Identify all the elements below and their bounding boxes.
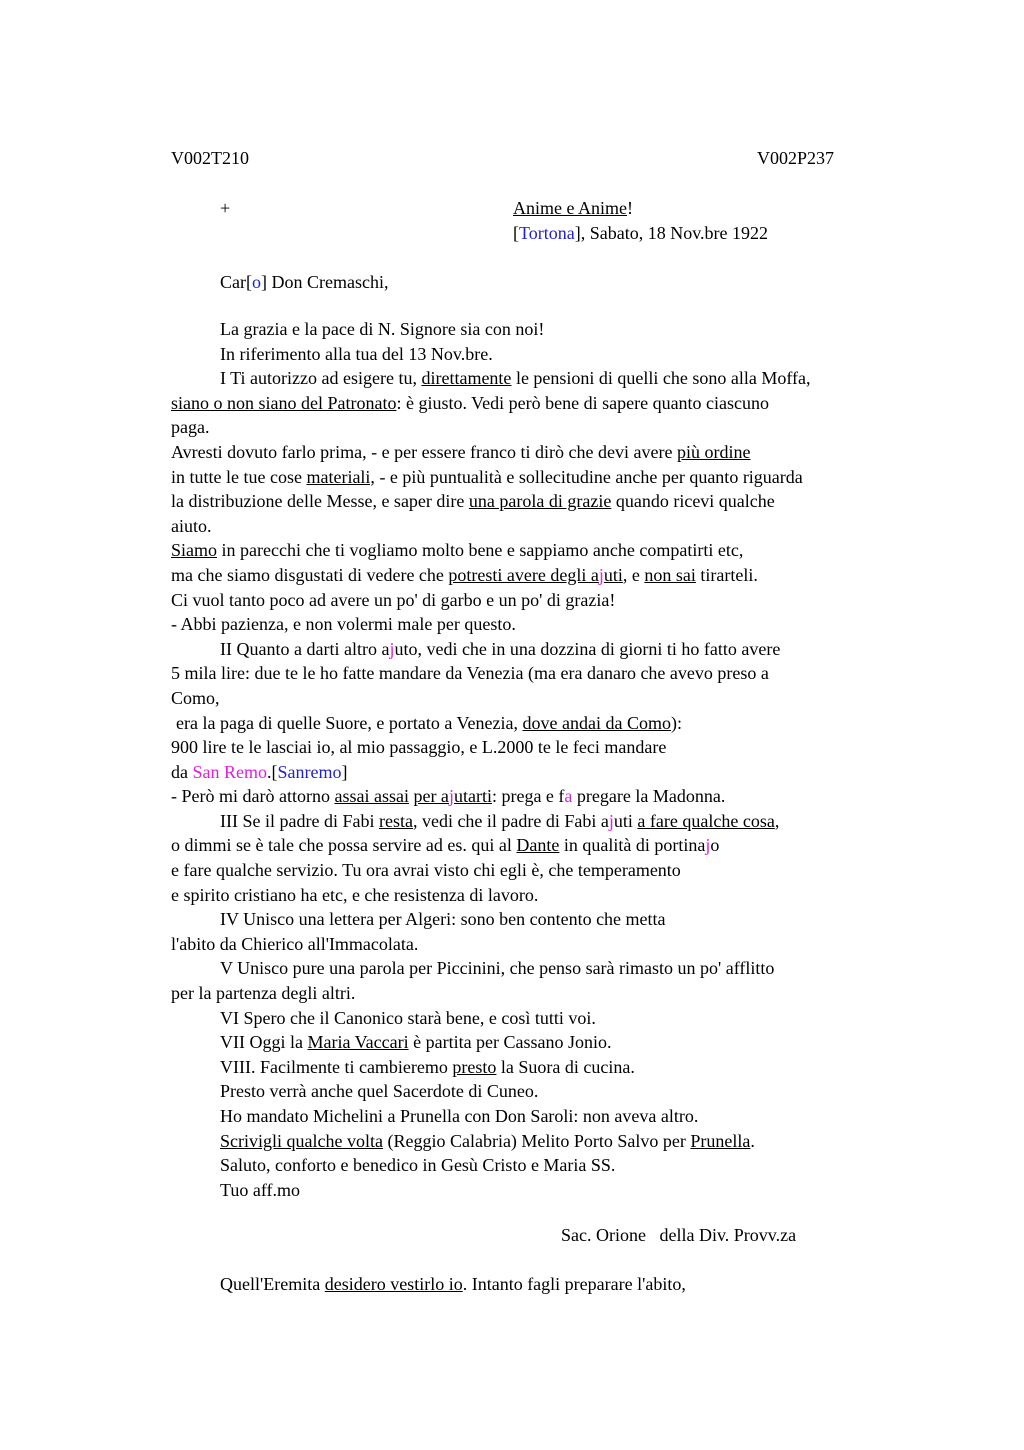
body-line: Presto verrà anche quel Sacerdote di Cuneo. bbox=[220, 1081, 539, 1102]
body-line: in tutte le tue cose materiali, - e più puntualità e sollecitudine anche per quanto riguarda bbox=[171, 466, 803, 487]
body-line: Scrivigli qualche volta (Reggio Calabria) Melito Porto Salvo per Prunella. bbox=[220, 1130, 755, 1151]
body-line: o dimmi se è tale che possa servire ad es. qui al Dante in qualità di portinajo bbox=[171, 835, 720, 856]
place-close-bracket: ] bbox=[574, 223, 581, 243]
body-line: III Se il padre di Fabi resta, vedi che il padre di Fabi ajuti a fare qualche cosa, bbox=[220, 810, 780, 831]
letter-body bbox=[171, 317, 931, 1202]
body-line: - Abbi pazienza, e non volermi male per questo. bbox=[171, 614, 516, 635]
body-line: la distribuzione delle Messe, e saper dire una parola di grazie quando ricevi qualche bbox=[171, 491, 775, 512]
body-line: Avresti dovuto farlo prima, - e per essere franco ti dirò che devi avere più ordine bbox=[171, 441, 751, 462]
body-line: IV Unisco una lettera per Algeri: sono ben contento che metta bbox=[220, 909, 666, 930]
postscript: Quell'Eremita desidero vestirlo io. Intanto fagli preparare l'abito, bbox=[220, 1274, 686, 1294]
salutation-post: ] Don Cremaschi, bbox=[260, 272, 389, 292]
body-line: Como, bbox=[171, 687, 220, 708]
body-line: aiuto. bbox=[171, 515, 212, 536]
body-line: e spirito cristiano ha etc, e che resistenza di lavoro. bbox=[171, 884, 539, 905]
signature: Sac. Orione della Div. Provv.za bbox=[561, 1225, 797, 1245]
body-line: 5 mila lire: due te le ho fatte mandare da Venezia (ma era danaro che avevo preso a bbox=[171, 663, 769, 684]
cross-symbol: + bbox=[220, 198, 231, 218]
body-line: I Ti autorizzo ad esigere tu, direttamente le pensioni di quelli che sono alla Moffa, bbox=[220, 368, 811, 389]
body-line: Saluto, conforto e benedico in Gesù Cristo e Maria SS. bbox=[220, 1155, 616, 1176]
document-code-left: V002T210 bbox=[171, 148, 249, 168]
body-line: La grazia e la pace di N. Signore sia con noi! bbox=[220, 319, 545, 339]
body-line: - Però mi darò attorno assai assai per ajutarti: prega e fa pregare la Madonna. bbox=[171, 786, 726, 807]
body-line: V Unisco pure una parola per Piccinini, che penso sarà rimasto un po' afflitto bbox=[220, 958, 775, 979]
body-line: In riferimento alla tua del 13 Nov.bre. bbox=[220, 343, 493, 364]
body-line: ma che siamo disgustati di vedere che potresti avere degli ajuti, e non sai tirarteli. bbox=[171, 564, 758, 585]
body-line: Ci vuol tanto poco ad avere un po' di garbo e un po' di grazia! bbox=[171, 589, 616, 610]
body-line: da San Remo.[Sanremo] bbox=[171, 761, 348, 782]
date-text: , Sabato, 18 Nov.bre 1922 bbox=[580, 223, 769, 243]
body-line: per la partenza degli altri. bbox=[171, 983, 356, 1004]
body-line: Tuo aff.mo bbox=[220, 1179, 301, 1200]
body-line: e fare qualche servizio. Tu ora avrai visto chi egli è, che temperamento bbox=[171, 860, 681, 881]
salutation bbox=[220, 271, 388, 293]
place-date bbox=[513, 222, 768, 244]
body-line: VIII. Facilmente ti cambieremo presto la Suora di cucina. bbox=[220, 1056, 635, 1077]
motto bbox=[513, 197, 633, 219]
document-code-right: V002P237 bbox=[757, 148, 835, 168]
motto-text: Anime e Anime bbox=[513, 198, 627, 218]
body-line: 900 lire te le lasciai io, al mio passaggio, e L.2000 te le feci mandare bbox=[171, 737, 667, 758]
body-line: paga. bbox=[171, 417, 210, 438]
salutation-pre: Car[ bbox=[220, 272, 252, 292]
place-open-bracket: [ bbox=[513, 223, 519, 243]
body-line: II Quanto a darti altro ajuto, vedi che in una dozzina di giorni ti ho fatto avere bbox=[220, 638, 781, 659]
body-line: siano o non siano del Patronato: è giusto. Vedi però bene di sapere quanto ciascuno bbox=[171, 392, 770, 413]
salutation-insertion: o bbox=[251, 272, 261, 292]
body-line: Ho mandato Michelini a Prunella con Don Saroli: non aveva altro. bbox=[220, 1106, 699, 1126]
body-line: VII Oggi la Maria Vaccari è partita per Cassano Jonio. bbox=[220, 1032, 612, 1053]
body-line: era la paga di quelle Suore, e portato a Venezia, dove andai da Como): bbox=[176, 712, 682, 733]
body-line: VI Spero che il Canonico starà bene, e così tutti voi. bbox=[220, 1007, 596, 1028]
place-name: Tortona bbox=[519, 223, 575, 243]
motto-punct: ! bbox=[626, 198, 633, 218]
body-line: l'abito da Chierico all'Immacolata. bbox=[171, 933, 419, 954]
body-line: Siamo in parecchi che ti vogliamo molto bene e sappiamo anche compatirti etc, bbox=[171, 540, 744, 561]
